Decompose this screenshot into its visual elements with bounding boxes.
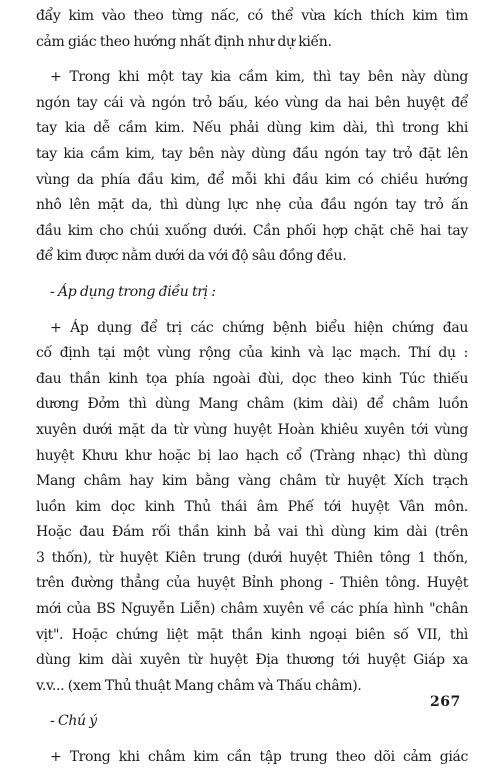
text-line: để kim được nằm dưới da với độ sâu đồng đều. bbox=[36, 248, 347, 265]
text-line: cảm giác theo hướng nhất định như dự kiến. bbox=[36, 33, 332, 50]
text-line: ngón tay cái và ngón trỏ bấu, kéo vùng da hai bên huyệt để bbox=[36, 94, 468, 111]
section-heading-application: - Áp dụng trong điều trị : bbox=[50, 283, 216, 300]
text-line: trên đường thẳng của huyệt Bỉnh phong - Thiên tông. Huyệt bbox=[36, 575, 468, 592]
text-line: đầu kim cho chúi xuống dưới. Cần phối hợp chặt chẽ hai tay bbox=[36, 222, 468, 239]
text-line: + Trong khi một tay kia cầm kim, thì tay bên này dùng bbox=[50, 69, 468, 86]
text-line: luồn kim dọc kinh Thủ thái âm Phế tới huyệt Vân môn. bbox=[36, 498, 468, 515]
text-line: tay kia cầm kim, tay bên này dùng đầu ngón tay trỏ đặt lên bbox=[36, 145, 468, 162]
paragraph-spacer bbox=[36, 699, 468, 709]
text-line: Mang châm hay kim bằng vàng châm từ huyệt Xích trạch bbox=[36, 473, 468, 490]
text-line: huyệt Khưu khư hoặc bị lao hạch cổ (Tràng nhạc) thì dùng bbox=[36, 447, 468, 464]
paragraph-note bbox=[36, 745, 468, 771]
section-heading-note: - Chú ý bbox=[50, 713, 97, 730]
text-line: v.v... (xem Thủ thuật Mang châm và Thấu châm). bbox=[36, 677, 362, 694]
text-line: cố định tại một vùng rộng của kinh và lạc mạch. Thí dụ : bbox=[36, 345, 468, 362]
paragraph-technique bbox=[36, 65, 468, 270]
text-line: mới của BS Nguyễn Liễn) châm xuyên về các phía hình "chân bbox=[36, 601, 468, 618]
text-line: đẩy kim vào theo từng nấc, có thể vừa kích thích kim tìm bbox=[36, 8, 468, 24]
text-line: nhô lên mặt da, thì dùng lực nhẹ của đầu ngón tay trỏ ấn bbox=[36, 197, 468, 214]
text-line: + Trong khi châm kim cần tập trung theo dõi cảm giác bbox=[50, 749, 468, 766]
text-line: + Áp dụng để trị các chứng bệnh biểu hiện chứng đau bbox=[50, 319, 468, 336]
paragraph-application bbox=[36, 316, 468, 700]
paragraph-spacer bbox=[36, 270, 468, 280]
text-line: 3 thốn), từ huyệt Kiên trung (dưới huyệt Thiên tông 1 thốn, bbox=[36, 549, 468, 566]
paragraph-spacer bbox=[36, 735, 468, 745]
text-line: đau thần kinh tọa phía ngoài đùi, dọc theo kinh Túc thiếu bbox=[36, 370, 468, 387]
page-number: 267 bbox=[430, 694, 461, 710]
text-line: dương Đởm thì dùng Mang châm (kim dài) để châm luồn bbox=[36, 396, 468, 413]
text-line: dùng kim dài xuyên từ huyệt Địa thương tới huyệt Giáp xa bbox=[36, 652, 468, 669]
paragraph-spacer bbox=[36, 55, 468, 65]
paragraph-continuation bbox=[36, 4, 468, 55]
paragraph-spacer bbox=[36, 306, 468, 316]
text-line: tay kia dễ cầm kim. Nếu phải dùng kim dài, thì trong khi bbox=[36, 120, 468, 137]
text-line: xuyên dưới mặt da từ vùng huyệt Hoàn khiêu xuyên tới vùng bbox=[36, 421, 468, 438]
text-line: vịt". Hoặc chứng liệt mặt thần kinh ngoại biên số VII, thì bbox=[36, 626, 468, 643]
text-line: vùng da phía đầu kim, để mỗi khi đầu kim có chiều hướng bbox=[36, 171, 468, 188]
text-line: Hoặc đau Đám rối thần kinh bả vai thì dùng kim dài (trên bbox=[36, 524, 468, 541]
book-page bbox=[36, 4, 468, 766]
